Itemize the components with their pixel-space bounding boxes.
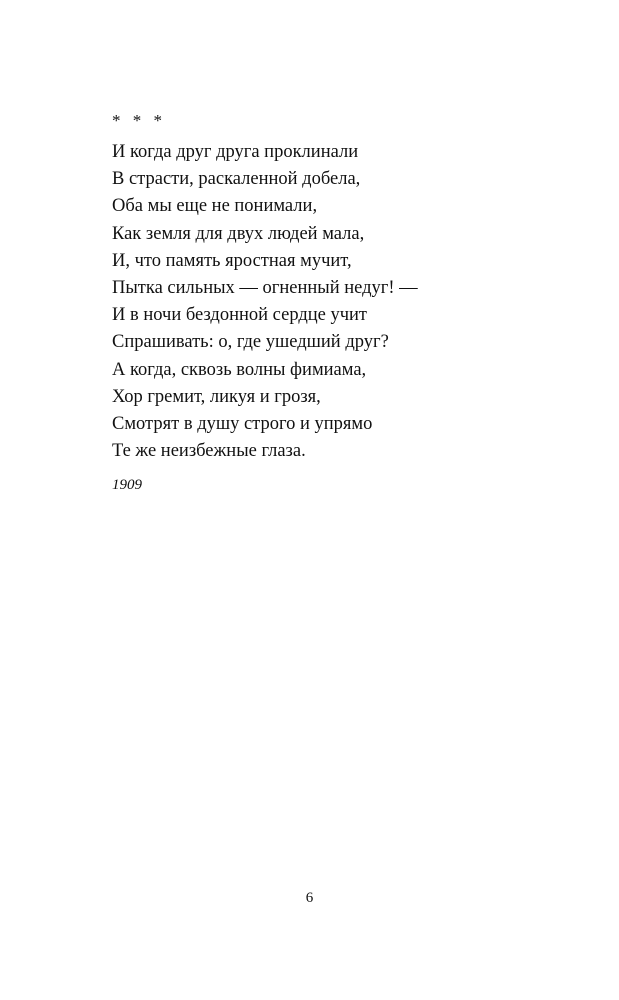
page-number: 6 (305, 890, 314, 906)
poem-year: 1909 (112, 477, 142, 493)
poem-block (112, 112, 532, 465)
poem-line: Хор гремит, ликуя и грозя, (112, 386, 321, 407)
poem-line: Спрашивать: о, где ушедший друг? (112, 332, 389, 353)
poem-line: В страсти, раскаленной добела, (112, 169, 361, 190)
poem-line: Пытка сильных — огненный недуг! — (112, 278, 418, 299)
poem-separator: * * * (112, 111, 166, 130)
poem-line: Оба мы еще не понимали, (112, 196, 318, 217)
poem-lines (112, 139, 532, 465)
poem-line: Как земля для двух людей мала, (112, 223, 365, 244)
poem-line: И в ночи бездонной сердце учит (112, 305, 368, 326)
poem-line: И, что память яростная мучит, (112, 250, 352, 271)
poem-line: А когда, сквозь волны фимиама, (112, 359, 367, 380)
poem-line: Те же неизбежные глаза. (112, 441, 306, 462)
poem-line: Смотрят в душу строго и упрямо (112, 414, 373, 435)
poem-line: И когда друг друга проклинали (112, 142, 359, 162)
